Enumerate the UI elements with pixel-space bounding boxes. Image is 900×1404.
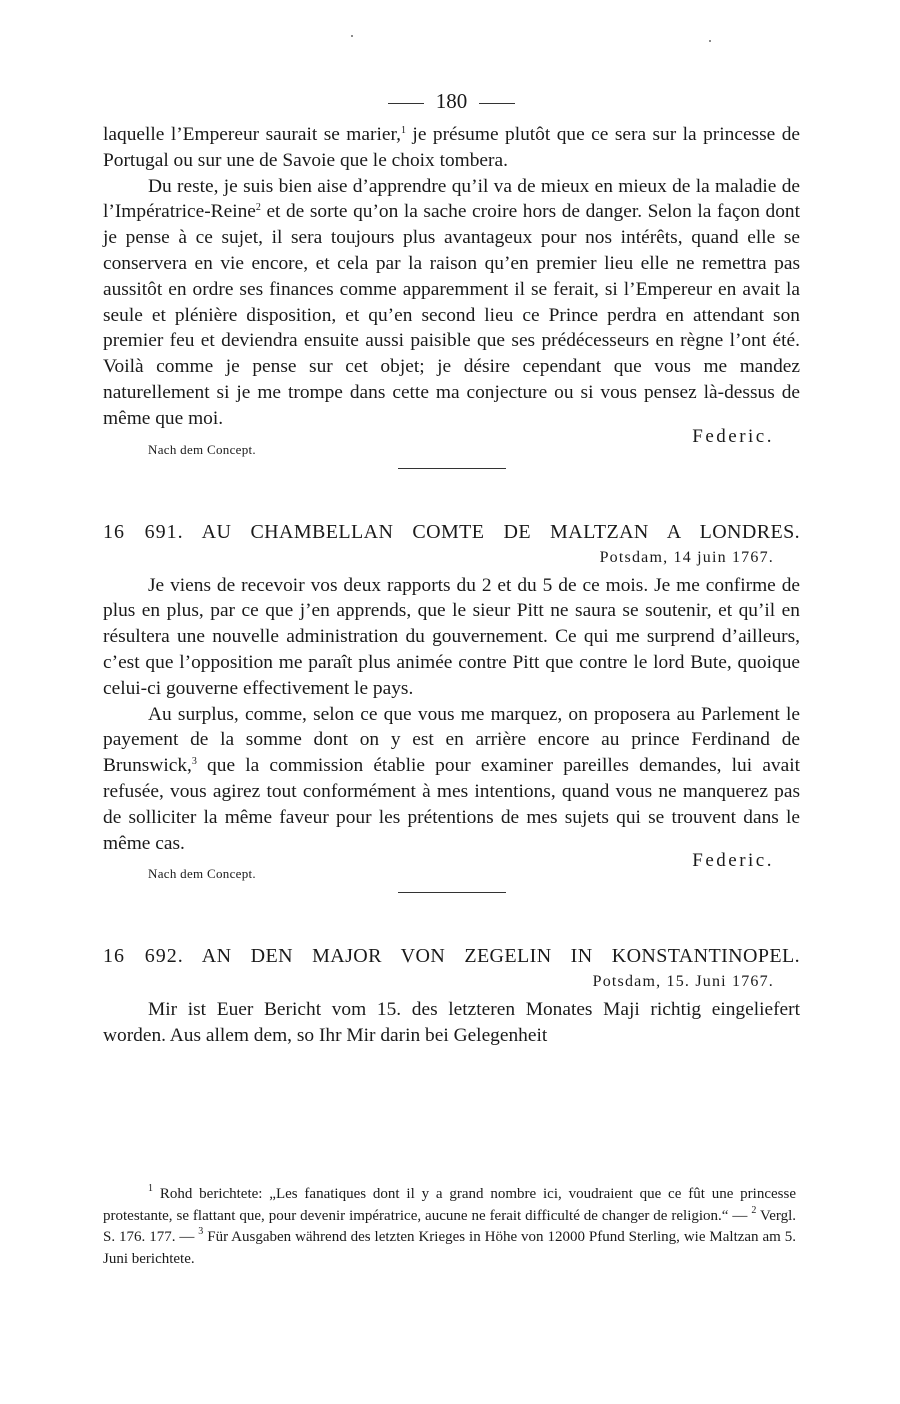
letter-heading-16691 bbox=[103, 519, 800, 545]
letter-number: 16 691. bbox=[103, 520, 184, 543]
signature: Federic. bbox=[692, 425, 774, 447]
header-dash-right bbox=[479, 103, 515, 104]
footnote-1: Rohd berichtete: „Les fanatiques dont il y a grand nombre ici, voudraient que ce fût une princesse protestante, se flattant que, pour devenir impératrice, aucune ne ferait difficulté de changer de religion.“ — bbox=[103, 1186, 796, 1224]
continuation-paragraph-1 bbox=[103, 122, 800, 174]
letter-title: AU CHAMBELLAN COMTE DE MALTZAN A LONDRES. bbox=[201, 520, 800, 543]
continuation-paragraph-2 bbox=[103, 174, 800, 432]
text-run: Au surplus, comme, selon ce que vous me marquez, on proposera au Parlement le payement de la somme dont on y est en arrière encore au prince Ferdinand de Brunswick, bbox=[103, 703, 800, 777]
text-run: que la commission établie pour examiner pareilles demandes, lui avait refusée, vous agirez tout conformément à mes intentions, quand vous ne manquerez pas de solliciter la même faveur pour les prétentions de mes sujets qui se trouvent dans le même cas. bbox=[103, 755, 800, 854]
source-note: Nach dem Concept. bbox=[148, 866, 256, 882]
letter-number: 16 692. bbox=[103, 945, 184, 968]
source-note: Nach dem Concept. bbox=[148, 441, 256, 457]
footnote-3: Für Ausgaben während des letzten Krieges in Höhe von 12000 Pfund Sterling, wie Maltzan am 5. Juni berichtete. bbox=[103, 1229, 796, 1267]
letter-paragraph-1: Mir ist Euer Bericht vom 15. des letzteren Monates Maji richtig eingeliefert worden. Aus allem dem, so Ihr Mir darin bei Gelegenheit bbox=[103, 999, 800, 1047]
scan-speck bbox=[709, 40, 711, 42]
footnote-ref-2: 2 bbox=[255, 202, 261, 214]
header-dash-left bbox=[388, 103, 424, 104]
footnote-mark-3: 3 bbox=[198, 1226, 204, 1237]
page-body bbox=[103, 88, 800, 1049]
text-run: laquelle l’Empereur saurait se marier, bbox=[103, 124, 401, 145]
signature: Federic. bbox=[692, 850, 774, 872]
footnote-block bbox=[103, 1184, 796, 1270]
scan-speck bbox=[351, 35, 353, 37]
letter-heading-16692 bbox=[103, 943, 800, 969]
letter-closing bbox=[103, 425, 800, 462]
dateline: Potsdam, 15. Juni 1767. bbox=[592, 973, 774, 991]
text-run: et de sorte qu’on la sache croire hors de danger. Selon la façon dont je pense à ce sujet, il sera toujours plus avantageux pour nos intérêts, quand elle se conservera en vie encore, et cela par la raison qu’en premier lieu elle ne remettra pas aussitôt en ordre ses finances comme apparemment il se ferait, si l’Empereur en avait la seule et plénière disposition, et qu’en second lieu ce Prince perdra en attendant son premier feu et deviendra ensuite aussi paisible que ses prédécesseurs en règne l’ont été. Voilà comme je pense sur cet objet; je désire cependant que vous me mandez naturellement si je me trompe dans cette ma conjecture ou si vous pensez là-dessus de même que moi. bbox=[103, 201, 800, 429]
footnote-ref-3: 3 bbox=[191, 756, 197, 768]
letter-title: AN DEN MAJOR VON ZEGELIN IN KONSTANTINOPEL. bbox=[201, 945, 801, 968]
page-header bbox=[103, 88, 800, 114]
page-number: 180 bbox=[435, 89, 468, 113]
footnote-mark-2: 2 bbox=[751, 1204, 757, 1216]
letter-paragraph-2 bbox=[103, 702, 800, 857]
dateline: Potsdam, 14 juin 1767. bbox=[599, 548, 774, 566]
letter-closing bbox=[103, 850, 800, 886]
footnote-ref-1: 1 bbox=[400, 125, 406, 136]
text-run: je présume plutôt que ce sera sur la princesse de Portugal ou sur une de Savoie que le choix tombera. bbox=[103, 124, 800, 171]
footnotes bbox=[103, 1184, 796, 1270]
text-run: Du reste, je suis bien aise d’apprendre qu’il va de mieux en mieux de la maladie de l’Impératrice-Reine bbox=[103, 175, 800, 223]
letter-paragraph-1: Je viens de recevoir vos deux rapports du 2 et du 5 de ce mois. Je me confirme de plus en plus, par ce que j’en apprends, que le sieur Pitt ne saura se soutenir, et qu’il en résultera une nouvelle administration du gouvernement. Ce qui me surprend d’ailleurs, c’est que l’opposition me paraît plus animée contre Pitt que contre le lord Bute, quoique celui-ci gouverne effectivement le pays. bbox=[103, 574, 800, 699]
footnote-2: Vergl. S. 176. 177. — bbox=[103, 1207, 796, 1245]
footnote-mark-1: 1 bbox=[148, 1183, 153, 1194]
